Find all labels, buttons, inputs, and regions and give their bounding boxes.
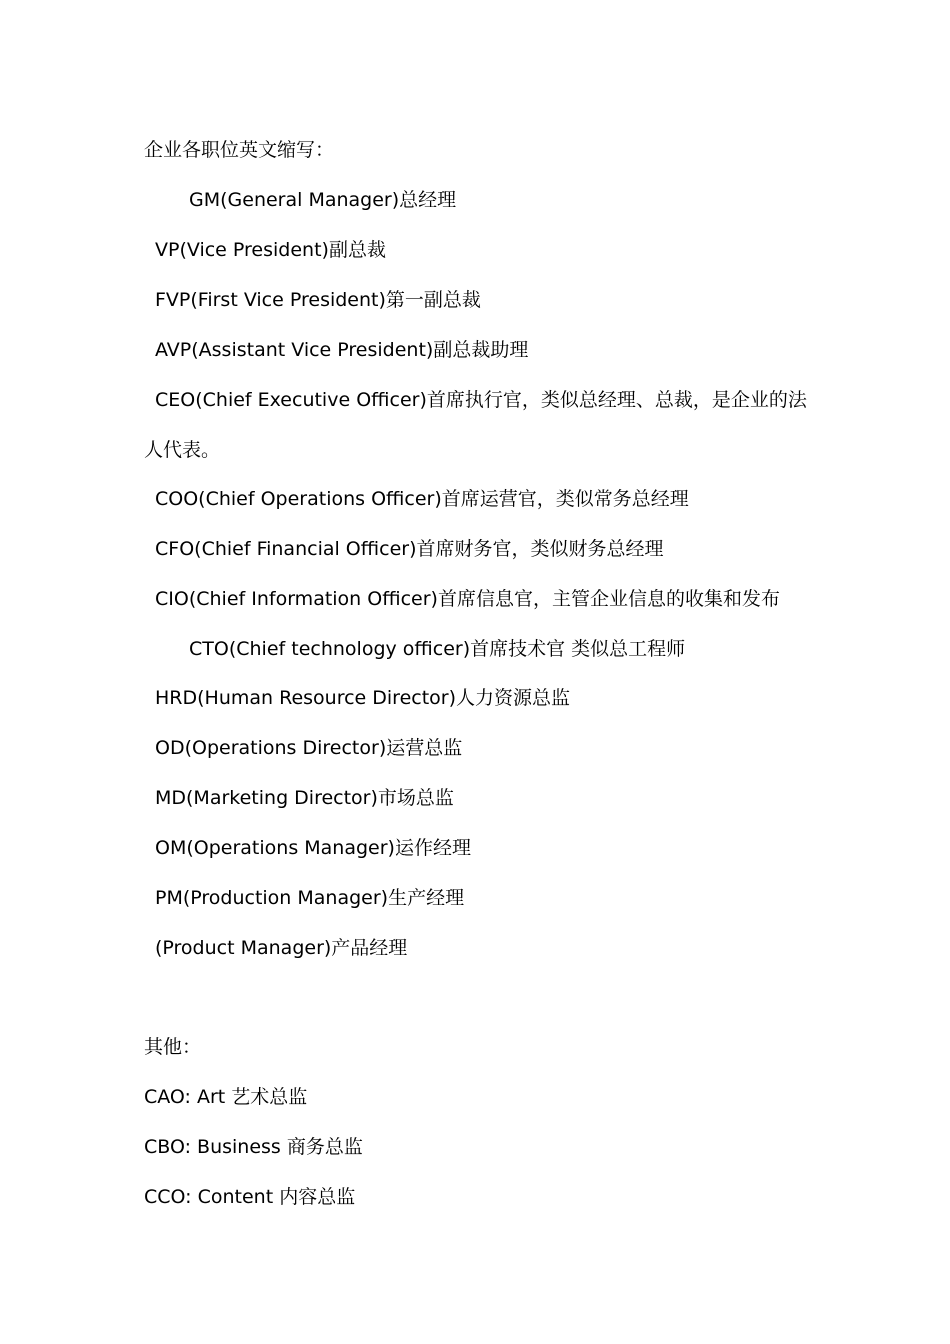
- position-line-cio: CIO(Chief Information Officer)首席信息官，主管企业信息的收集和发布: [155, 588, 780, 610]
- position-line-hrd: HRD(Human Resource Director)人力资源总监: [155, 687, 571, 709]
- position-line-od: OD(Operations Director)运营总监: [155, 737, 463, 759]
- position-line-fvp: FVP(First Vice President)第一副总裁: [155, 289, 481, 311]
- other-line-cbo: CBO: Business 商务总监: [144, 1136, 363, 1158]
- position-line-product-manager: (Product Manager)产品经理: [155, 937, 408, 959]
- position-line-pm: PM(Production Manager)生产经理: [155, 887, 465, 909]
- position-line-om: OM(Operations Manager)运作经理: [155, 837, 471, 859]
- position-line-vp: VP(Vice President)副总裁: [155, 239, 386, 261]
- position-line-gm: GM(General Manager)总经理: [189, 189, 457, 211]
- position-line-coo: COO(Chief Operations Officer)首席运营官，类似常务总经理: [155, 488, 689, 510]
- other-line-cao: CAO: Art 艺术总监: [144, 1086, 308, 1108]
- position-line-md: MD(Marketing Director)市场总监: [155, 787, 454, 809]
- position-line-cfo: CFO(Chief Financial Officer)首席财务官，类似财务总经理: [155, 538, 664, 560]
- position-line-ceo: CEO(Chief Executive Officer)首席执行官，类似总经理、总裁，是企业的法: [155, 389, 807, 411]
- other-heading: 其他：: [144, 1036, 202, 1058]
- other-line-cco: CCO: Content 内容总监: [144, 1186, 356, 1208]
- position-line-cto: CTO(Chief technology officer)首席技术官 类似总工程师: [189, 638, 686, 660]
- position-line-avp: AVP(Assistant Vice President)副总裁助理: [155, 339, 529, 361]
- position-line-ceo-continued: 人代表。: [144, 439, 221, 461]
- section-heading: 企业各职位英文缩写：: [144, 139, 335, 161]
